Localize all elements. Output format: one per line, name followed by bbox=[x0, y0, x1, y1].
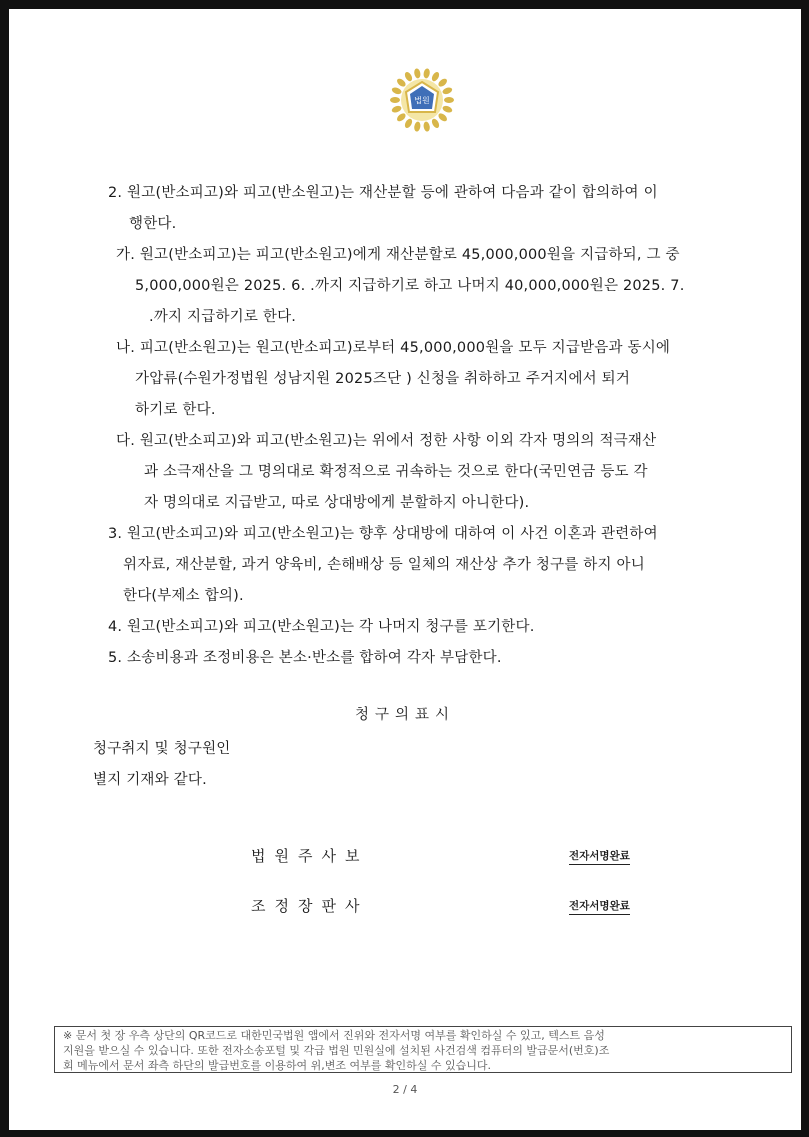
emblem-text: 법원 bbox=[414, 96, 430, 105]
para-3-line-2: 위자료, 재산분할, 과거 양육비, 손해배상 등 일체의 재산상 추가 청구를 하지 아니 bbox=[123, 557, 645, 573]
para-ga-line-2: 5,000,000원은 2025. 6. .까지 지급하기로 하고 나머지 40,000,000원은 2025. 7. bbox=[135, 278, 685, 294]
emblem-petal bbox=[442, 105, 453, 114]
para-ga-line-3: .까지 지급하기로 한다. bbox=[149, 309, 297, 325]
emblem-petal bbox=[403, 118, 413, 130]
para-na-line-3: 하기로 한다. bbox=[135, 402, 216, 418]
para-da-line-3: 자 명의대로 지급받고, 따로 상대방에게 분할하지 아니한다). bbox=[144, 495, 530, 511]
notice-line: ※ 문서 첫 장 우측 상단의 QR코드로 대한민국법원 앱에서 진위와 전자서명 여부를 확인하실 수 있고, 텍스트 음성 bbox=[63, 1029, 605, 1042]
para-4: 4. 원고(반소피고)와 피고(반소원고)는 각 나머지 청구를 포기한다. bbox=[108, 619, 535, 635]
notice-line: 회 메뉴에서 문서 좌측 하단의 발급번호를 이용하여 위,변조 여부를 확인하실 수 있습니다. bbox=[63, 1059, 491, 1072]
verification-notice-box bbox=[54, 1026, 792, 1073]
page-number: 2 / 4 bbox=[392, 1083, 418, 1096]
claims-title: 청구의표시 bbox=[354, 707, 456, 723]
signature-role-clerk: 법원주사보 bbox=[251, 847, 369, 865]
para-5: 5. 소송비용과 조정비용은 본소·반소를 합하여 각자 부담한다. bbox=[108, 650, 502, 666]
emblem-petal bbox=[390, 97, 400, 103]
notice-line: 지원을 받으실 수 있습니다. 또한 전자소송포털 및 각급 법원 민원실에 설치된 사건검색 컴퓨터의 발급문서(번호)조 bbox=[63, 1044, 610, 1057]
para-na-line-2: 가압류(수원가정법원 성남지원 2025즈단 ) 신청을 취하하고 주거지에서 퇴거 bbox=[135, 371, 631, 387]
e-signature-stamp: 전자서명완료 bbox=[569, 848, 630, 865]
emblem-petal bbox=[430, 71, 440, 83]
court-emblem-icon bbox=[387, 65, 457, 135]
emblem-petal bbox=[423, 121, 431, 132]
emblem-petal bbox=[391, 105, 402, 114]
document-page bbox=[9, 9, 801, 1130]
claims-line-1: 청구취지 및 청구원인 bbox=[93, 741, 231, 757]
para-na-line-1: 나. 피고(반소원고)는 원고(반소피고)로부터 45,000,000원을 모두 지급받음과 동시에 bbox=[116, 340, 671, 356]
emblem-petal bbox=[430, 118, 440, 130]
e-signature-stamp: 전자서명완료 bbox=[569, 898, 630, 915]
emblem-petal bbox=[423, 68, 431, 79]
claims-line-2: 별지 기재와 같다. bbox=[93, 772, 207, 788]
emblem-petal bbox=[391, 86, 402, 95]
para-2-line-2: 행한다. bbox=[129, 216, 177, 232]
emblem-petal bbox=[437, 112, 449, 123]
emblem-petal bbox=[396, 112, 408, 123]
emblem-petal bbox=[396, 77, 408, 88]
emblem-petal bbox=[403, 71, 413, 83]
emblem-petal bbox=[442, 86, 453, 95]
emblem-petal bbox=[413, 121, 421, 132]
emblem-petal bbox=[437, 77, 449, 88]
para-da-line-1: 다. 원고(반소피고)와 피고(반소원고)는 위에서 정한 사항 이외 각자 명의의 적극재산 bbox=[116, 433, 657, 449]
emblem-petal bbox=[413, 68, 421, 79]
para-da-line-2: 과 소극재산을 그 명의대로 확정적으로 귀속하는 것으로 한다(국민연금 등도 각 bbox=[144, 464, 648, 480]
para-3-line-1: 3. 원고(반소피고)와 피고(반소원고)는 향후 상대방에 대하여 이 사건 이혼과 관련하여 bbox=[108, 526, 658, 542]
para-3-line-3: 한다(부제소 합의). bbox=[123, 588, 244, 604]
para-ga-line-1: 가. 원고(반소피고)는 피고(반소원고)에게 재산분할로 45,000,000원을 지급하되, 그 중 bbox=[116, 247, 680, 263]
emblem-petal bbox=[444, 97, 454, 103]
para-2-line-1: 2. 원고(반소피고)와 피고(반소원고)는 재산분할 등에 관하여 다음과 같이 합의하여 이 bbox=[108, 185, 658, 201]
signature-role-judge: 조정장판사 bbox=[251, 897, 369, 915]
